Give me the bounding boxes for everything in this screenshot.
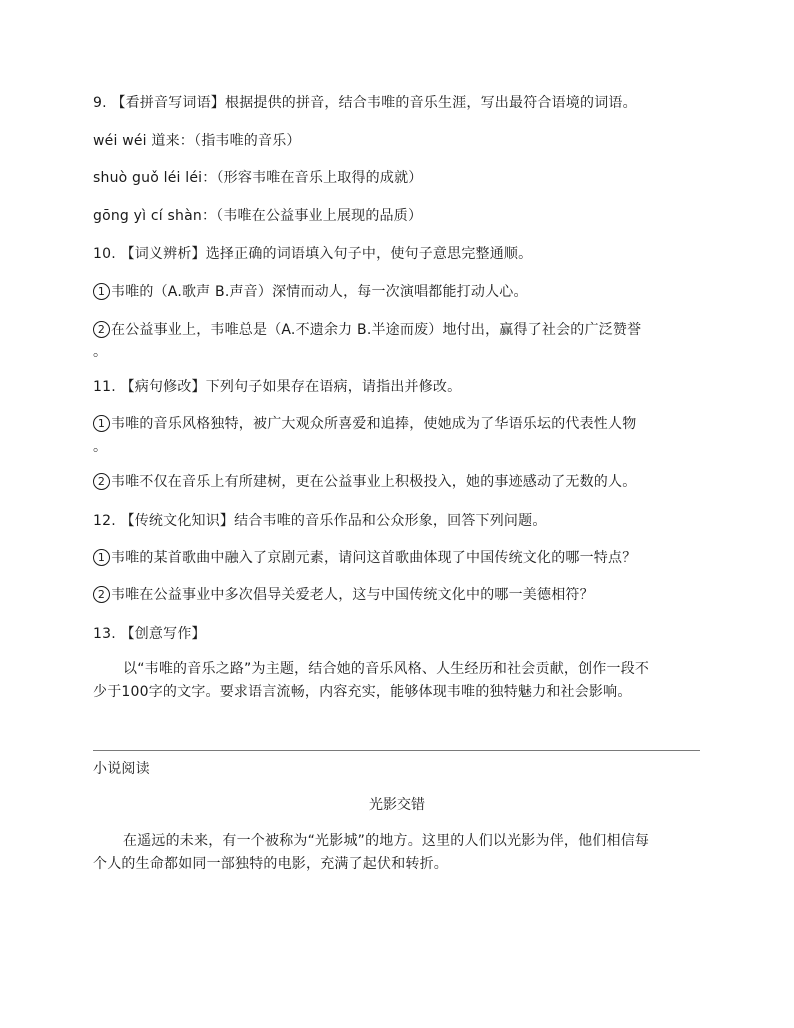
q11-item-1-text: 韦唯的音乐风格独特，被广大观众所喜爱和追捧，使她成为了华语乐坛的代表性人物 [111, 416, 637, 432]
q12-item-2-text: 韦唯在公益事业中多次倡导关爱老人，这与中国传统文化中的哪一美德相符？ [111, 587, 594, 603]
q12-title: 12. 【传统文化知识】结合韦唯的音乐作品和公众形象，回答下列问题。 [93, 513, 547, 529]
q12-item-2 [93, 585, 594, 605]
q12-item-1-text: 韦唯的某首歌曲中融入了京剧元素，请问这首歌曲体现了中国传统文化的哪一特点？ [111, 550, 637, 566]
q10-item-2 [93, 320, 641, 340]
section-label: 小说阅读 [93, 761, 150, 777]
circled-number-1: 1 [93, 415, 110, 432]
q11-item-2-text: 韦唯不仅在音乐上有所建树，更在公益事业上积极投入，她的事迹感动了无数的人。 [111, 474, 637, 490]
circled-number-1: 1 [93, 283, 110, 300]
q10-item-2-continuation: 。 [93, 344, 108, 360]
q11-item-1 [93, 414, 636, 434]
q12-item-1 [93, 548, 636, 568]
story-paragraph-line-1: 在遥远的未来，有一个被称为“光影城”的地方。这里的人们以光影为伴，他们相信每 [123, 833, 650, 849]
q10-title: 10. 【词义辨析】选择正确的词语填入句子中，使句子意思完整通顺。 [93, 246, 533, 262]
q11-item-1-continuation: 。 [93, 439, 108, 455]
q11-item-2 [93, 472, 636, 492]
q10-item-1 [93, 282, 528, 302]
q10-item-2-text: 在公益事业上，韦唯总是（A.不遗余力 B.半途而废）地付出，赢得了社会的广泛赞誉 [111, 322, 642, 338]
q9-item-3: gōng yì cí shàn：（韦唯在公益事业上展现的品质） [93, 208, 423, 224]
q13-prompt-line-2: 少于100字的文字。要求语言流畅，内容充实，能够体现韦唯的独特魅力和社会影响。 [93, 684, 632, 700]
story-title: 光影交错 [369, 797, 425, 813]
story-paragraph-line-2: 个人的生命都如同一部独特的电影，充满了起伏和转折。 [93, 856, 448, 872]
section-divider [93, 750, 700, 751]
q11-title: 11. 【病句修改】下列句子如果存在语病，请指出并修改。 [93, 379, 462, 395]
circled-number-2: 2 [93, 586, 110, 603]
circled-number-2: 2 [93, 321, 110, 338]
q10-item-1-text: 韦唯的（A.歌声 B.声音）深情而动人，每一次演唱都能打动人心。 [111, 284, 528, 300]
circled-number-2: 2 [93, 473, 110, 490]
circled-number-1: 1 [93, 549, 110, 566]
q9-item-2: shuò guǒ léi léi：（形容韦唯在音乐上取得的成就） [93, 170, 423, 186]
q13-prompt-line-1: 以“韦唯的音乐之路”为主题，结合她的音乐风格、人生经历和社会贡献，创作一段不 [123, 661, 650, 677]
q9-item-1: wéi wéi 道来：（指韦唯的音乐） [93, 133, 301, 149]
q9-title: 9. 【看拼音写词语】根据提供的拼音，结合韦唯的音乐生涯，写出最符合语境的词语。 [93, 95, 637, 111]
q13-title: 13. 【创意写作】 [93, 626, 206, 642]
